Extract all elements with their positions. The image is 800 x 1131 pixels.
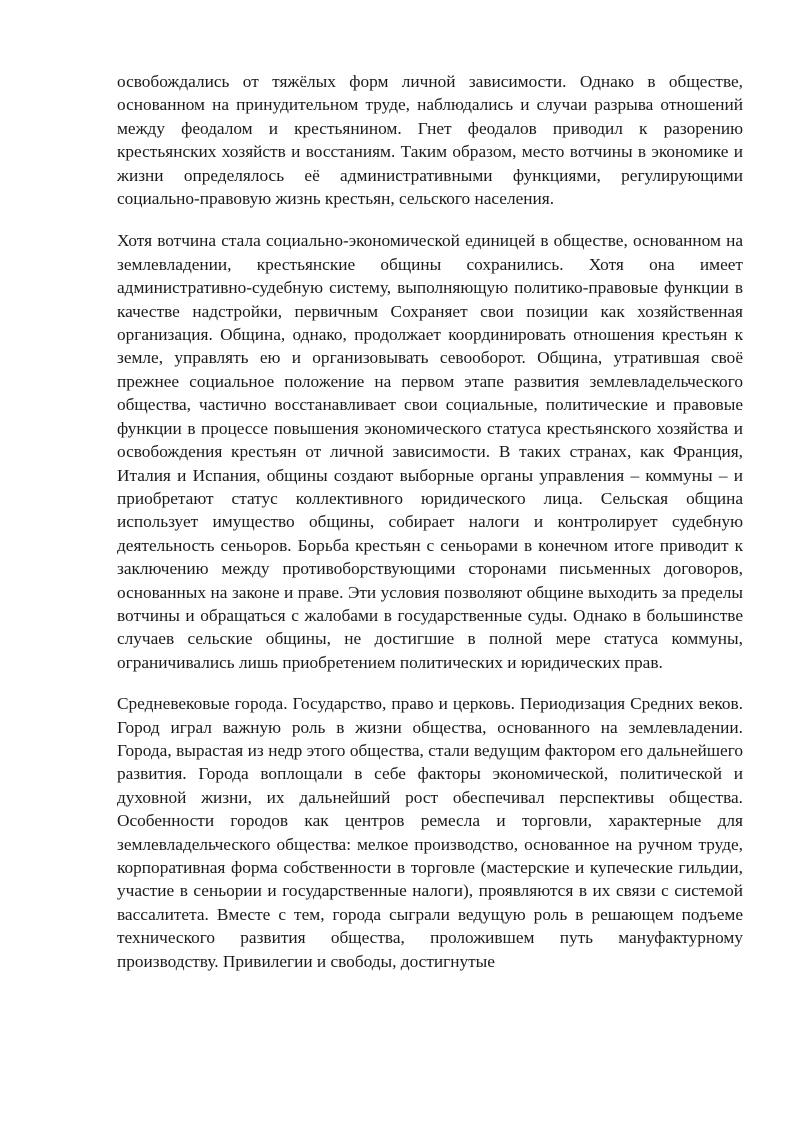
- paragraph-3: Средневековые города. Государство, право и церковь. Периодизация Средних веков. Город играл важную роль в жизни общества, основанного на землевладении. Города, вырастая из недр этого общества, стали ведущим фактором его дальнейшего развития. Города воплощали в себе факторы экономической, политической и духовной жизни, их дальнейший рост обеспечивал перспективы общества. Особенности городов как центров ремесла и торговли, характерные для землевладельческого общества: мелкое производство, основанное на ручном труде, корпоративная форма собственности в торговле (мастерские и купеческие гильдии, участие в сеньории и государственные налоги), проявляются в их связи с системой вассалитета. Вместе с тем, города сыграли ведущую роль в решающем подъеме технического развития общества, проложившем путь мануфактурному производству. Привилегии и свободы, достигнутые: [117, 694, 743, 971]
- document-page: [117, 70, 743, 991]
- paragraph-1: освобождались от тяжёлых форм личной зависимости. Однако в обществе, основанном на принудительном труде, наблюдались и случаи разрыва отношений между феодалом и крестьянином. Гнет феодалов приводил к разорению крестьянских хозяйств и восстаниям. Таким образом, место вотчины в экономике и жизни определялось её административными функциями, регулирующими социально-правовую жизнь крестьян, сельского населения.: [117, 72, 743, 209]
- paragraph-2: Хотя вотчина стала социально-экономической единицей в обществе, основанном на землевладении, крестьянские общины сохранились. Хотя она имеет административно-судебную систему, выполняющую политико-правовые функции в качестве надстройки, первичным Сохраняет свои позиции как хозяйственная организация. Община, однако, продолжает координировать отношения крестьян к земле, управлять ею и организовывать севооборот. Община, утратившая своё прежнее социальное положение на первом этапе развития землевладельческого общества, частично восстанавливает свои социальные, политические и правовые функции в процессе повышения экономического статуса крестьянского хозяйства и освобождения крестьян от личной зависимости. В таких странах, как Франция, Италия и Испания, общины создают выборные органы управления – коммуны – и приобретают статус коллективного юридического лица. Сельская община использует имущество общины, собирает налоги и контролирует судебную деятельность сеньоров. Борьба крестьян с сеньорами в конечном итоге приводит к заключению между противоборствующими сторонами письменных договоров, основанных на законе и праве. Эти условия позволяют общине выходить за пределы вотчины и обращаться с жалобами в государственные суды. Однако в большинстве случаев сельские общины, не достигшие в полной мере статуса коммуны, ограничивались лишь приобретением политических и юридических прав.: [117, 231, 743, 672]
